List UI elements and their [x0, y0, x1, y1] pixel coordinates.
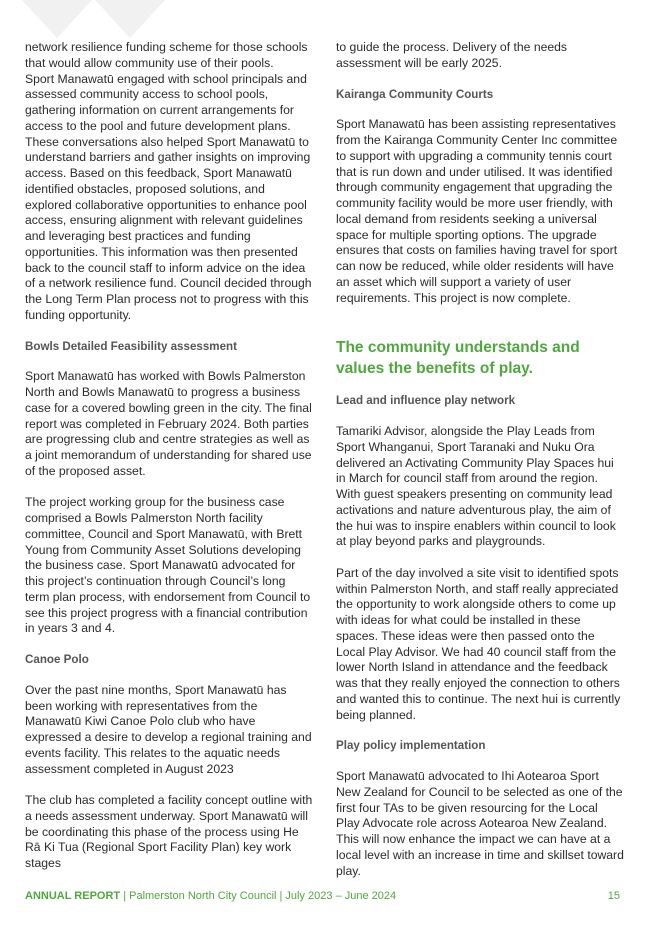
- paragraph: Part of the day involved a site visit to identified spots within Palmerston North, and staff really appreciated the opportunity to work alongside others to come up with ideas for what could be installed in these spaces. These ideas were then passed onto the Local Play Advisor. We had 40 council staff from the lower North Island in attendance and the feedback was that they really enjoyed the connection to others and wanted this to continue. The next hui is currently being planned.: [336, 565, 621, 722]
- canoe-polo-subheading: Canoe Polo: [25, 653, 89, 666]
- paragraph: to guide the process. Delivery of the needs assessment will be early 2025.: [336, 40, 568, 70]
- page-footer: [25, 889, 620, 903]
- kairanga-subheading: Kairanga Community Courts: [336, 87, 494, 101]
- play-policy-subheading: Play policy implementation: [336, 739, 486, 753]
- footer-brand: ANNUAL REPORT: [25, 890, 121, 902]
- paragraph: Over the past nine months, Sport Manawatū has been working with representatives from the Manawatū Kiwi Canoe Polo club who have expressed a desire to develop a regional training and events facility. This relates to the aquatic needs assessment completed in August 2023: [25, 682, 312, 776]
- paragraph: The project working group for the business case comprised a Bowls Palmerston North facility committee, Council and Sport Manawatū, with Brett Young from Community Asset Solutions developing the business case. Sport Manawatū advocated for this project’s continuation through Council’s long term plan process, with endorsement from Council to see this project progress with a financial contribution in years 3 and 4.: [25, 495, 311, 636]
- paragraph: Sport Manawatū has been assisting representatives from the Kairanga Community Center Inc committee to support with upgrading a community tennis court that is run down and under utilised. It was identified through community engagement that upgrading the community facility would be more user friendly, with local demand from residents seeking a universal space for multiple sporting options. The upgrade ensures that costs on families having travel for sport can now be reduced, while older residents will have an asset which will support a variety of user requirements. This project is now complete.: [336, 117, 618, 305]
- left-column: [25, 40, 313, 872]
- right-column: [336, 40, 624, 879]
- paragraph: Sport Manawatū has worked with Bowls Palmerston North and Bowls Manawatū to progress a business case for a covered bowling green in the city. The final report was completed in February 2024. Both parties are progressing club and centre strategies as well as a joint memorandum of understanding for shared use of the proposed asset.: [25, 369, 312, 478]
- footer-text: Palmerston North City Council | July 2023 – June 2024: [129, 890, 397, 902]
- page-number: 15: [607, 890, 620, 902]
- paragraph: Sport Manawatū engaged with school principals and assessed community access to school pools, gathering information on current arrangements for access to the pool and future development plans. These conversations also helped Sport Manawatū to understand barriers and gather insights on improving access. Based on this feedback, Sport Manawatū identified obstacles, proposed solutions, and explored collaborative opportunities to enhance pool access, ensuring alignment with relevant guidelines and leveraging best practices and funding opportunities. This information was then presented back to the council staff to inform advice on the idea of a network resilience fund. Council decided through the Long Term Plan process not to progress with this funding opportunity.: [25, 71, 312, 322]
- section-heading: The community understands and values the benefits of play.: [336, 339, 580, 377]
- paragraph: Sport Manawatū advocated to Ihi Aotearoa Sport New Zealand for Council to be selected as one of the first four TAs to be given resourcing for the Local Play Advocate role across Aotearoa New Zealand. This will now enhance the impact we can have at a local level with an increase in time and skillset toward play.: [336, 769, 624, 878]
- bowls-subheading: Bowls Detailed Feasibility assessment: [25, 339, 237, 353]
- paragraph: The club has completed a facility concept outline with a needs assessment underway. Sport Manawatū will be coordinating this phase of the process using He Rā Ki Tua (Regional Sport Facility Plan) key work stages: [25, 793, 313, 870]
- footer-separator: |: [120, 890, 130, 902]
- play-network-subheading: Lead and influence play network: [336, 394, 516, 408]
- paragraph: Tamariki Advisor, alongside the Play Leads from Sport Whanganui, Sport Taranaki and Nuku Ora delivered an Activating Community Play Spaces hui in March for council staff from around the region. With guest speakers presenting on community lead activations and nature adventurous play, the aim of the hui was to inspire enablers within council to look at play beyond parks and playgrounds.: [336, 424, 616, 549]
- decorative-chevrons: [0, 0, 200, 40]
- paragraph: network resilience funding scheme for those schools that would allow community use of their pools.: [25, 40, 308, 70]
